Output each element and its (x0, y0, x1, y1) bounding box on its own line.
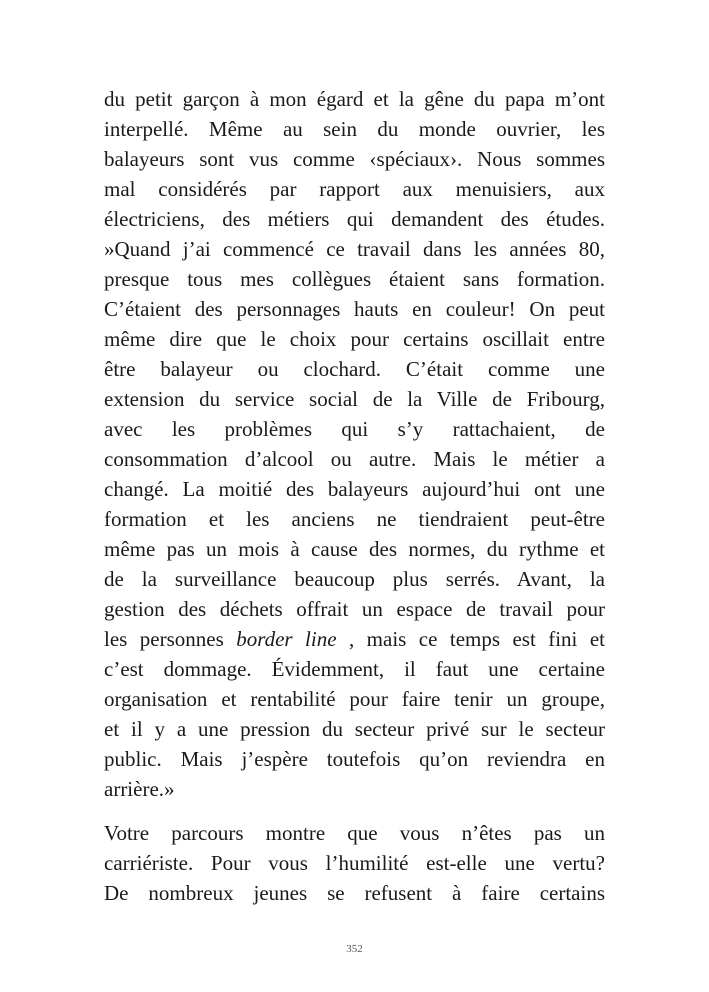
text-line: interpellé. Même au sein du monde ouvrier, les (104, 117, 605, 141)
text-line: même pas un mois à cause des normes, du rythme et (104, 537, 605, 561)
interview-answer-paragraph (104, 84, 605, 804)
text-line: électriciens, des métiers qui demandent des études. (104, 207, 605, 231)
text-line: extension du service social de la Ville de Fribourg, (104, 387, 605, 411)
text-line: C’étaient des personnages hauts en couleur! On peut (104, 297, 605, 321)
text-line: consommation d’alcool ou autre. Mais le métier a (104, 447, 605, 471)
text-line: carriériste. Pour vous l’humilité est-elle une vertu? (104, 851, 605, 875)
text-line: Votre parcours montre que vous n’êtes pas un (104, 821, 605, 845)
text-line: c’est dommage. Évidemment, il faut une certaine (104, 657, 605, 681)
text-line: formation et les anciens ne tiendraient peut-être (104, 507, 605, 531)
text-line: De nombreux jeunes se refusent à faire certains (104, 881, 605, 905)
text-fragment: , mais ce temps est fini et (336, 627, 605, 651)
text-line: de la surveillance beaucoup plus serrés. Avant, la (104, 567, 605, 591)
interview-question-paragraph (104, 818, 605, 908)
text-line: balayeurs sont vus comme ‹spéciaux›. Nous sommes (104, 147, 605, 171)
italic-term: border line (236, 627, 337, 651)
text-line: arrière.» (104, 777, 175, 801)
text-line: public. Mais j’espère toutefois qu’on reviendra en (104, 747, 605, 771)
text-fragment: les personnes (104, 627, 237, 651)
page-number: 352 (346, 943, 363, 955)
text-line: du petit garçon à mon égard et la gêne du papa m’ont (104, 87, 605, 111)
text-line: avec les problèmes qui s’y rattachaient, de (104, 417, 605, 441)
text-line: et il y a une pression du secteur privé sur le secteur (104, 717, 605, 741)
text-line-with-italic (104, 624, 605, 654)
text-line: »Quand j’ai commencé ce travail dans les années 80, (104, 237, 605, 261)
text-line: être balayeur ou clochard. C’était comme une (104, 357, 605, 381)
text-line: gestion des déchets offrait un espace de travail pour (104, 597, 605, 621)
text-line: organisation et rentabilité pour faire tenir un groupe, (104, 687, 605, 711)
text-line: presque tous mes collègues étaient sans formation. (104, 267, 605, 291)
text-line: changé. La moitié des balayeurs aujourd’hui ont une (104, 477, 605, 501)
text-line: mal considérés par rapport aux menuisiers, aux (104, 177, 605, 201)
text-line: même dire que le choix pour certains oscillait entre (104, 327, 605, 351)
